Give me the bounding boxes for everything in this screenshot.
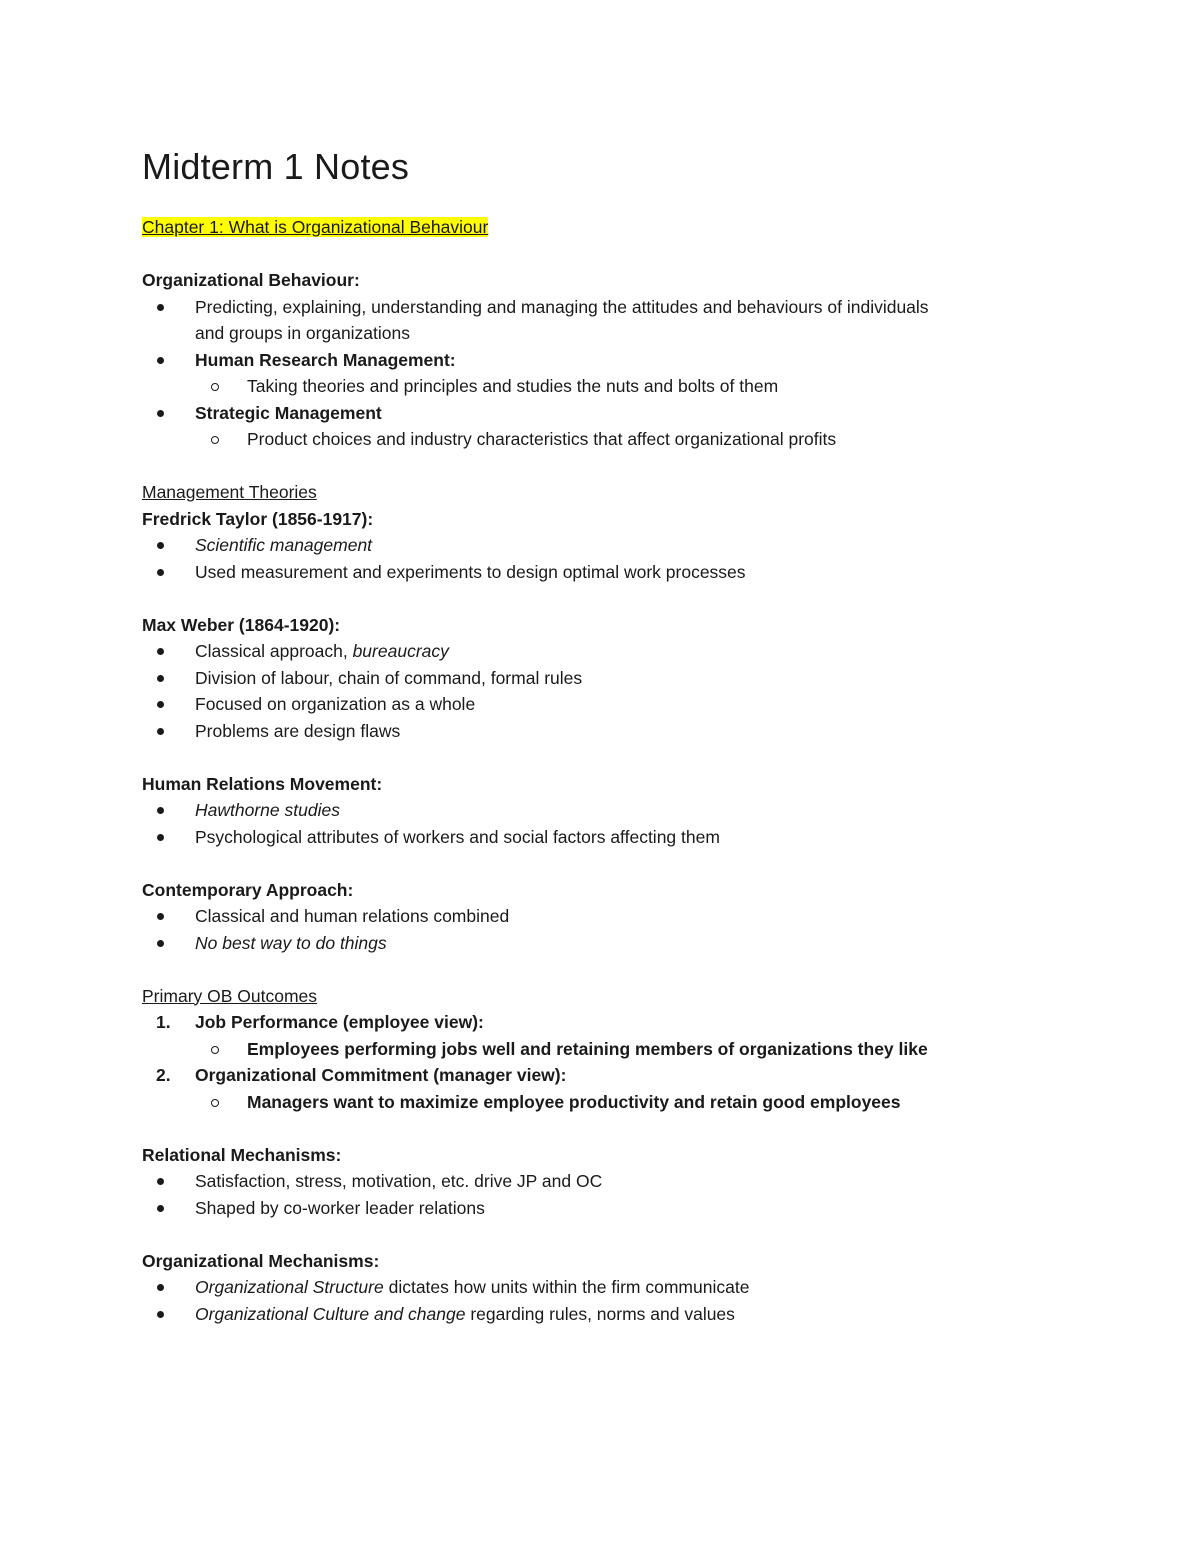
list-item: Strategic Management — [195, 402, 382, 423]
list-item: Hawthorne studies — [195, 800, 340, 820]
list-item: Division of labour, chain of command, formal rules — [195, 667, 583, 688]
subheading-weber: Max Weber (1864-1920): — [142, 614, 341, 635]
sub-list-item: Managers want to maximize employee productivity and retain good employees — [247, 1091, 901, 1112]
list-item: Organizational Culture and change regarding rules, norms and values — [195, 1303, 735, 1324]
sub-list-item: Employees performing jobs well and retaining members of organizations they like — [247, 1038, 928, 1059]
sub-list-item: Taking theories and principles and studies the nuts and bolts of them — [247, 376, 779, 396]
list-item: Satisfaction, stress, motivation, etc. drive JP and OC — [195, 1171, 603, 1191]
section-heading-relational: Relational Mechanisms: — [142, 1144, 342, 1165]
list-item-continuation: and groups in organizations — [195, 323, 411, 343]
sub-list-item: Product choices and industry characteristics that affect organizational profits — [247, 429, 837, 449]
chapter-heading-text: Chapter 1: What is Organizational Behaviour — [142, 217, 489, 237]
document-content — [142, 144, 1062, 1327]
numbered-item: 1. Job Performance (employee view): — [142, 1009, 1062, 1036]
chapter-heading — [142, 214, 1062, 241]
section-heading-theories: Management Theories — [142, 482, 317, 502]
item-number: 2. — [156, 1065, 171, 1085]
list-item: Classical approach, bureaucracy — [195, 641, 449, 661]
list-item: Psychological attributes of workers and social factors affecting them — [195, 826, 720, 847]
section-heading-ob: Organizational Behaviour: — [142, 270, 360, 290]
subheading-human-relations: Human Relations Movement: — [142, 773, 383, 794]
list-item: No best way to do things — [195, 932, 387, 953]
item-number: 1. — [156, 1012, 171, 1032]
list-item: Used measurement and experiments to design optimal work processes — [195, 561, 746, 582]
list-item: Classical and human relations combined — [195, 906, 510, 926]
list-item: Focused on organization as a whole — [195, 694, 476, 714]
list-item: Shaped by co-worker leader relations — [195, 1197, 485, 1218]
page-title: Midterm 1 Notes — [142, 146, 410, 187]
section-heading-outcomes: Primary OB Outcomes — [142, 985, 318, 1006]
numbered-item: 2. Organizational Commitment (manager view): — [142, 1062, 1062, 1089]
list-item: Predicting, explaining, understanding and managing the attitudes and behaviours of individuals — [195, 296, 929, 317]
section-heading-organizational: Organizational Mechanisms: — [142, 1250, 380, 1271]
list-item: Problems are design flaws — [195, 720, 401, 741]
subheading-contemporary: Contemporary Approach: — [142, 879, 354, 900]
subheading-taylor: Fredrick Taylor (1856-1917): — [142, 508, 374, 529]
list-item: Human Research Management: — [195, 349, 456, 370]
list-item: Scientific management — [195, 535, 373, 555]
list-item: Organizational Structure dictates how units within the firm communicate — [195, 1277, 750, 1297]
